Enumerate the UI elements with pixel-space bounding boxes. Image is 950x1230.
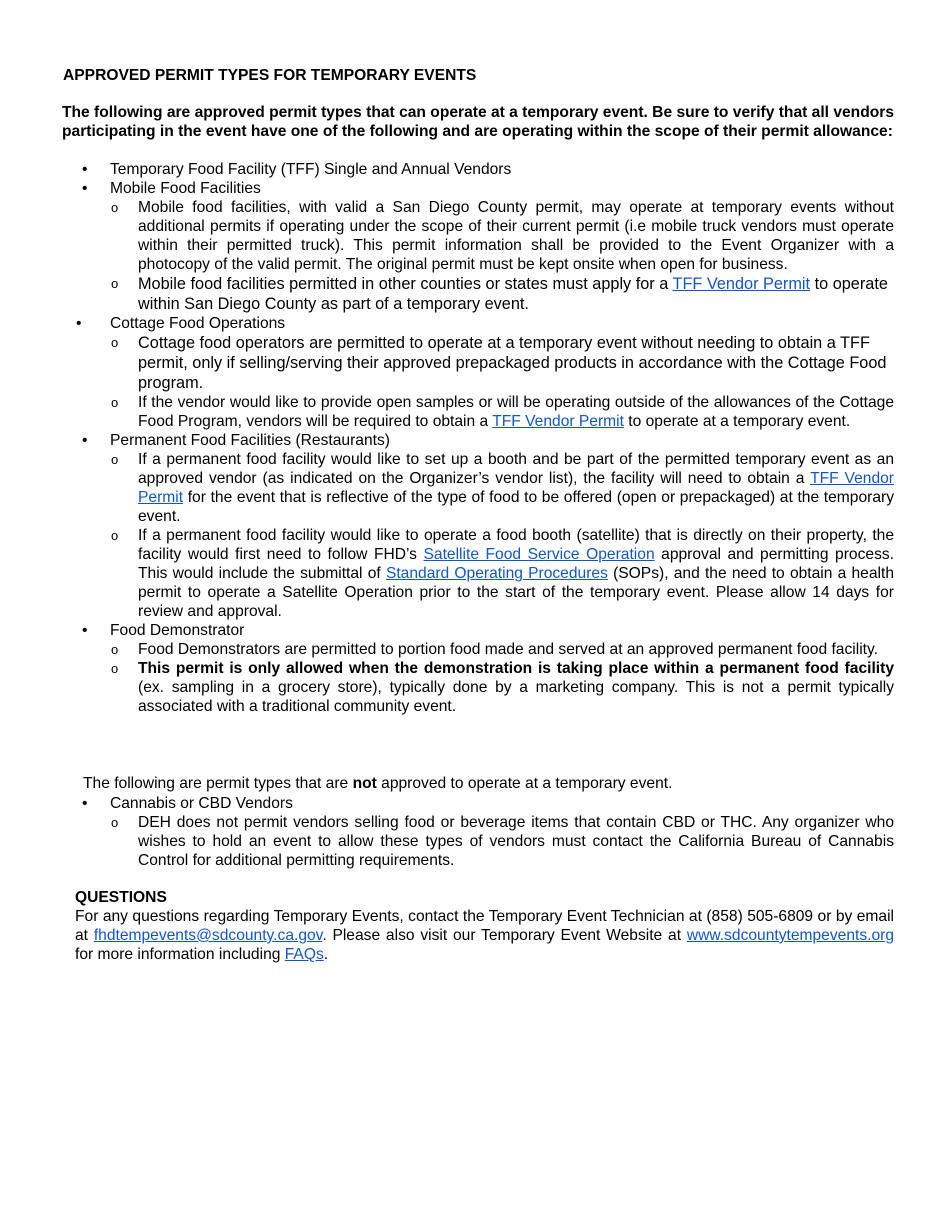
sub-item-text: approval and permitting process. This would include the submittal of: [138, 546, 894, 582]
questions-paragraph: [75, 907, 894, 964]
sub-item-text: If a permanent food facility would like to set up a booth and be part of the permitted temporary event as an approved vendor (as indicated on the Organizer’s vendor list), the facility will need to obtain a: [138, 451, 894, 487]
sub-item-text: for the event that is reflective of the type of food to be offered (open or prepackaged) at the temporary event.: [138, 489, 894, 525]
page-title: APPROVED PERMIT TYPES FOR TEMPORARY EVENTS: [63, 67, 477, 84]
sub-item-text: DEH does not permit vendors selling food or beverage items that contain CBD or THC. Any organizer who wishes to hold an event to allow these types of vendors must contact the California Bureau of Cannabis Control for additional permitting requirements.: [138, 814, 894, 869]
sub-bullet: o: [111, 200, 119, 215]
bullet: •: [76, 315, 82, 332]
sub-item-text: Mobile food facilities permitted in other counties or states must apply for a: [138, 275, 673, 293]
sub-item-text: (ex. sampling in a grocery store), typically done by a marketing company. This is not a permit typically associated with a traditional community event.: [138, 679, 894, 715]
sub-item: [0, 640, 894, 659]
sub-item-text: Cottage food operators are permitted to operate at a temporary event without needing to obtain a TFF permit, only if selling/serving their approved prepackaged products in accordance with the Cottage Food program.: [138, 334, 887, 392]
sub-item-text: Food Demonstrators are permitted to portion food made and served at an approved permanent food facility.: [138, 641, 878, 658]
sub-item-text: If the vendor would like to provide open samples or will be operating outside of the allowances of the Cottage Food Program, vendors will be required to obtain a: [138, 394, 894, 430]
sub-item: [0, 333, 894, 393]
sub-bullet: o: [111, 395, 119, 410]
tff-vendor-permit-link[interactable]: TFF Vendor Permit: [138, 470, 894, 506]
questions-text: For any questions regarding Temporary Events, contact the Temporary Event Technician at (858) 505-6809 or by email at: [75, 908, 894, 944]
sub-item: [0, 813, 894, 870]
sub-bullet: o: [111, 276, 119, 291]
sub-bullet: o: [111, 452, 119, 467]
faqs-link[interactable]: FAQs: [284, 946, 324, 963]
not-emphasis: not: [352, 775, 377, 792]
list-item-food-demonstrator: [0, 621, 894, 640]
not-approved-text: The following are permit types that are: [83, 775, 353, 792]
bullet: •: [82, 180, 88, 197]
sub-item: [0, 274, 894, 314]
questions-text: .: [323, 946, 329, 963]
not-approved-permit-list: [0, 794, 950, 870]
tff-vendor-permit-link[interactable]: TFF Vendor Permit: [672, 275, 811, 293]
sub-bullet: o: [111, 642, 119, 657]
sub-bullet: o: [111, 528, 119, 543]
email-link[interactable]: fhdtempevents@sdcounty.ca.gov: [93, 927, 323, 944]
sub-item-text: (SOPs), and the need to obtain a health permit to operate a Satellite Operation prior to the start of the temporary event. Please allow 14 days for review and approval.: [138, 565, 894, 620]
list-item-label: Food Demonstrator: [110, 622, 245, 639]
sub-bullet: o: [111, 335, 119, 350]
sub-item-text: to operate at a temporary event.: [623, 413, 851, 430]
sub-item: [0, 198, 894, 274]
questions-heading: QUESTIONS: [75, 889, 167, 906]
list-item-label: Mobile Food Facilities: [110, 180, 261, 197]
sub-item: [0, 659, 894, 716]
list-item-mobile-food: [0, 179, 894, 198]
list-item-cannabis: [0, 794, 894, 813]
sub-item: [0, 393, 894, 431]
not-approved-text: approved to operate at a temporary event.: [376, 775, 673, 792]
approved-permit-list: [0, 160, 950, 716]
bullet: •: [82, 432, 88, 449]
not-approved-intro: [83, 774, 672, 793]
list-item-permanent-food: [0, 431, 894, 450]
sub-item-text: If a permanent food facility would like to operate a food booth (satellite) that is directly on their property, the facility would first need to follow FHD’s: [138, 527, 894, 563]
website-link[interactable]: www.sdcountytempevents.org: [686, 927, 894, 944]
intro-paragraph: The following are approved permit types that can operate at a temporary event. Be sure to verify that all vendors participating in the event have one of the following and are operating within the scope of their permit allowance:: [62, 104, 894, 140]
list-item-label: Permanent Food Facilities (Restaurants): [110, 432, 390, 449]
sub-item: [0, 526, 894, 621]
sub-item-bold-text: This permit is only allowed when the demonstration is taking place within a permanent food facility: [138, 660, 894, 677]
bullet: •: [82, 622, 88, 639]
standard-operating-procedures-link[interactable]: Standard Operating Procedures: [385, 565, 608, 582]
bullet: •: [82, 795, 88, 812]
sub-bullet: o: [111, 815, 119, 830]
bullet: •: [82, 161, 88, 178]
list-item-tff: [0, 160, 894, 179]
satellite-food-service-link[interactable]: Satellite Food Service Operation: [423, 546, 655, 563]
list-item-label: Temporary Food Facility (TFF) Single and Annual Vendors: [110, 161, 512, 178]
list-item-label: Cannabis or CBD Vendors: [110, 795, 293, 812]
sub-item: [0, 450, 894, 526]
sub-bullet: o: [111, 661, 119, 676]
questions-text: . Please also visit our Temporary Event Website at: [322, 927, 687, 944]
tff-vendor-permit-link[interactable]: TFF Vendor Permit: [492, 413, 624, 430]
sub-item-text: Mobile food facilities, with valid a San Diego County permit, may operate at temporary events without additional permits if operating under the scope of their current permit (i.e mobile truck vendors must operate within their permitted truck). This permit information shall be provided to the Event Organizer with a photocopy of the valid permit. The original permit must be kept onsite when open for business.: [138, 199, 894, 273]
list-item-cottage-food: [0, 314, 894, 333]
sub-item-text: to operate within San Diego County as part of a temporary event.: [138, 275, 888, 313]
questions-text: for more information including: [75, 946, 285, 963]
list-item-label: Cottage Food Operations: [110, 315, 286, 332]
